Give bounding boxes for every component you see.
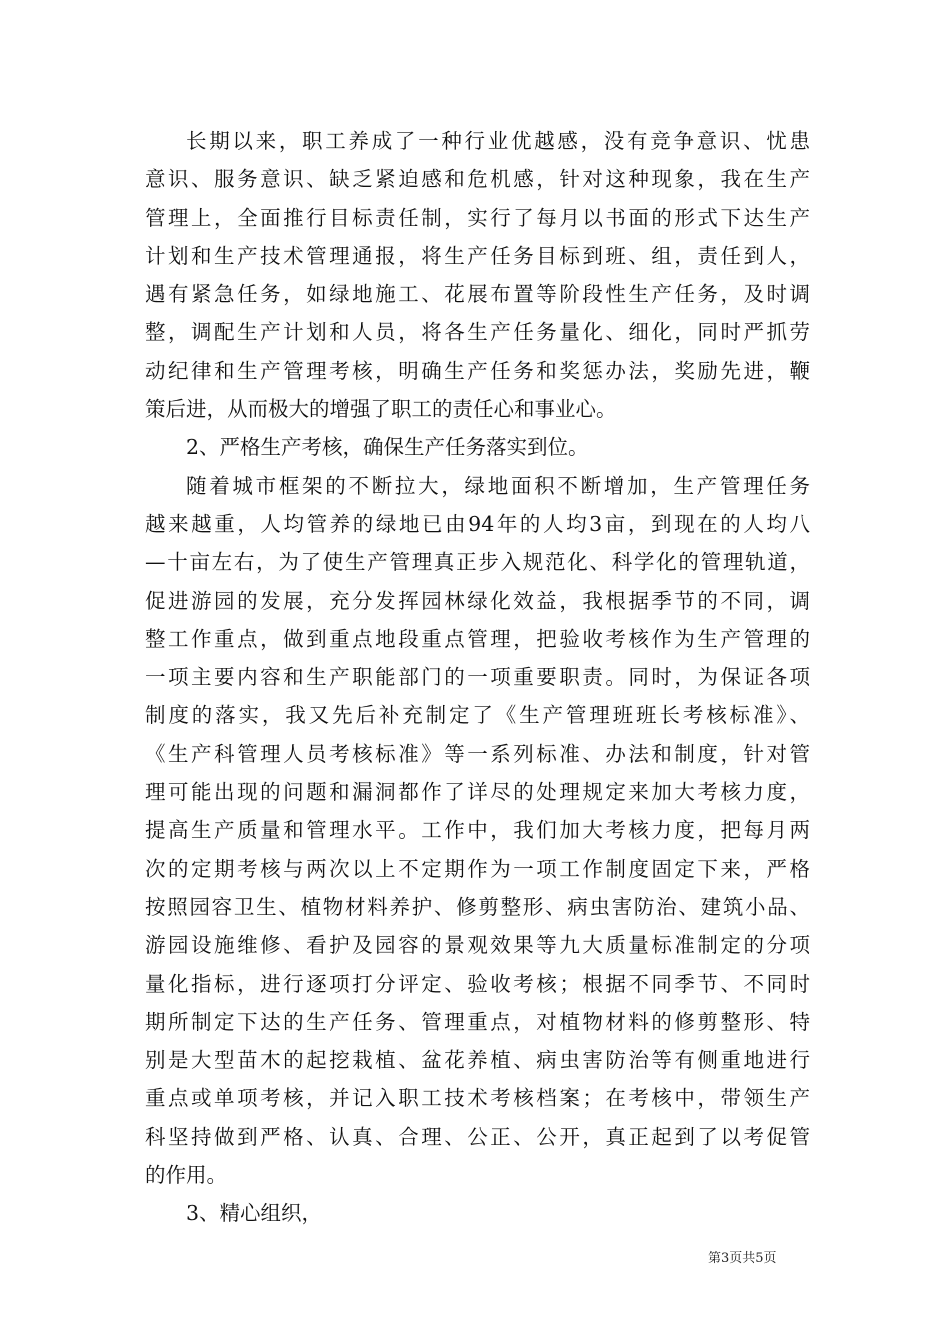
text-line: 的作用。 — [145, 1163, 227, 1188]
text-line: 计划和生产技术管理通报，将生产任务目标到班、组，责任到人， — [145, 243, 810, 268]
text-line: 长期以来，职工养成了一种行业优越感，没有竞争意识、忧患 — [186, 129, 810, 153]
text-line: 管理上，全面推行目标责任制，实行了每月以书面的形式下达生产 — [145, 205, 810, 230]
text-line: 次的定期考核与两次以上不定期作为一项工作制度固定下来，严格 — [145, 856, 810, 881]
text-line: 量化指标，进行逐项打分评定、验收考核；根据不同季节、不同时 — [145, 971, 810, 996]
page-number: 第3页共5页 — [708, 1251, 777, 1266]
section-heading: 2、严格生产考核，确保生产任务落实到位。 — [186, 435, 589, 460]
text-line: 科坚持做到严格、认真、合理、公正、公开，真正起到了以考促管 — [145, 1124, 810, 1149]
section-heading: 3、精心组织， — [186, 1201, 323, 1226]
text-line: 越来越重，人均管养的绿地已由94年的人均3亩，到现在的人均八 — [145, 511, 810, 536]
body-text — [145, 122, 810, 1233]
text-line: 理可能出现的问题和漏洞都作了详尽的处理规定来加大考核力度， — [145, 780, 810, 805]
text-line: 《生产科管理人员考核标准》等一系列标准、办法和制度，针对管 — [145, 741, 810, 766]
text-line: 期所制定下达的生产任务、管理重点，对植物材料的修剪整形、特 — [145, 1009, 810, 1034]
text-line: 别是大型苗木的起挖栽植、盆花养植、病虫害防治等有侧重地进行 — [145, 1048, 810, 1073]
text-line: 策后进，从而极大的增强了职工的责任心和事业心。 — [145, 397, 617, 422]
text-line: 动纪律和生产管理考核，明确生产任务和奖惩办法，奖励先进，鞭 — [145, 358, 810, 383]
text-line: 整，调配生产计划和人员，将各生产任务量化、细化，同时严抓劳 — [145, 320, 810, 345]
text-line: 遇有紧急任务，如绿地施工、花展布置等阶段性生产任务，及时调 — [145, 282, 810, 307]
text-line: 提高生产质量和管理水平。工作中，我们加大考核力度，把每月两 — [145, 818, 810, 843]
text-line: 重点或单项考核，并记入职工技术考核档案；在考核中，带领生产 — [145, 1086, 810, 1111]
text-line: 随着城市框架的不断拉大，绿地面积不断增加，生产管理任务 — [186, 473, 810, 498]
text-line: 制度的落实，我又先后补充制定了《生产管理班班长考核标准》、 — [145, 703, 810, 728]
text-line: 整工作重点，做到重点地段重点管理，把验收考核作为生产管理的 — [145, 626, 810, 651]
text-line: 意识、服务意识、缺乏紧迫感和危机感，针对这种现象，我在生产 — [145, 167, 810, 192]
text-line: 游园设施维修、看护及园容的景观效果等九大质量标准制定的分项 — [145, 933, 810, 958]
text-line: —十亩左右，为了使生产管理真正步入规范化、科学化的管理轨道， — [145, 550, 810, 575]
text-line: 促进游园的发展，充分发挥园林绿化效益，我根据季节的不同，调 — [145, 588, 810, 613]
text-line: 按照园容卫生、植物材料养护、修剪整形、病虫害防治、建筑小品、 — [145, 894, 810, 919]
text-line: 一项主要内容和生产职能部门的一项重要职责。同时，为保证各项 — [145, 665, 810, 690]
